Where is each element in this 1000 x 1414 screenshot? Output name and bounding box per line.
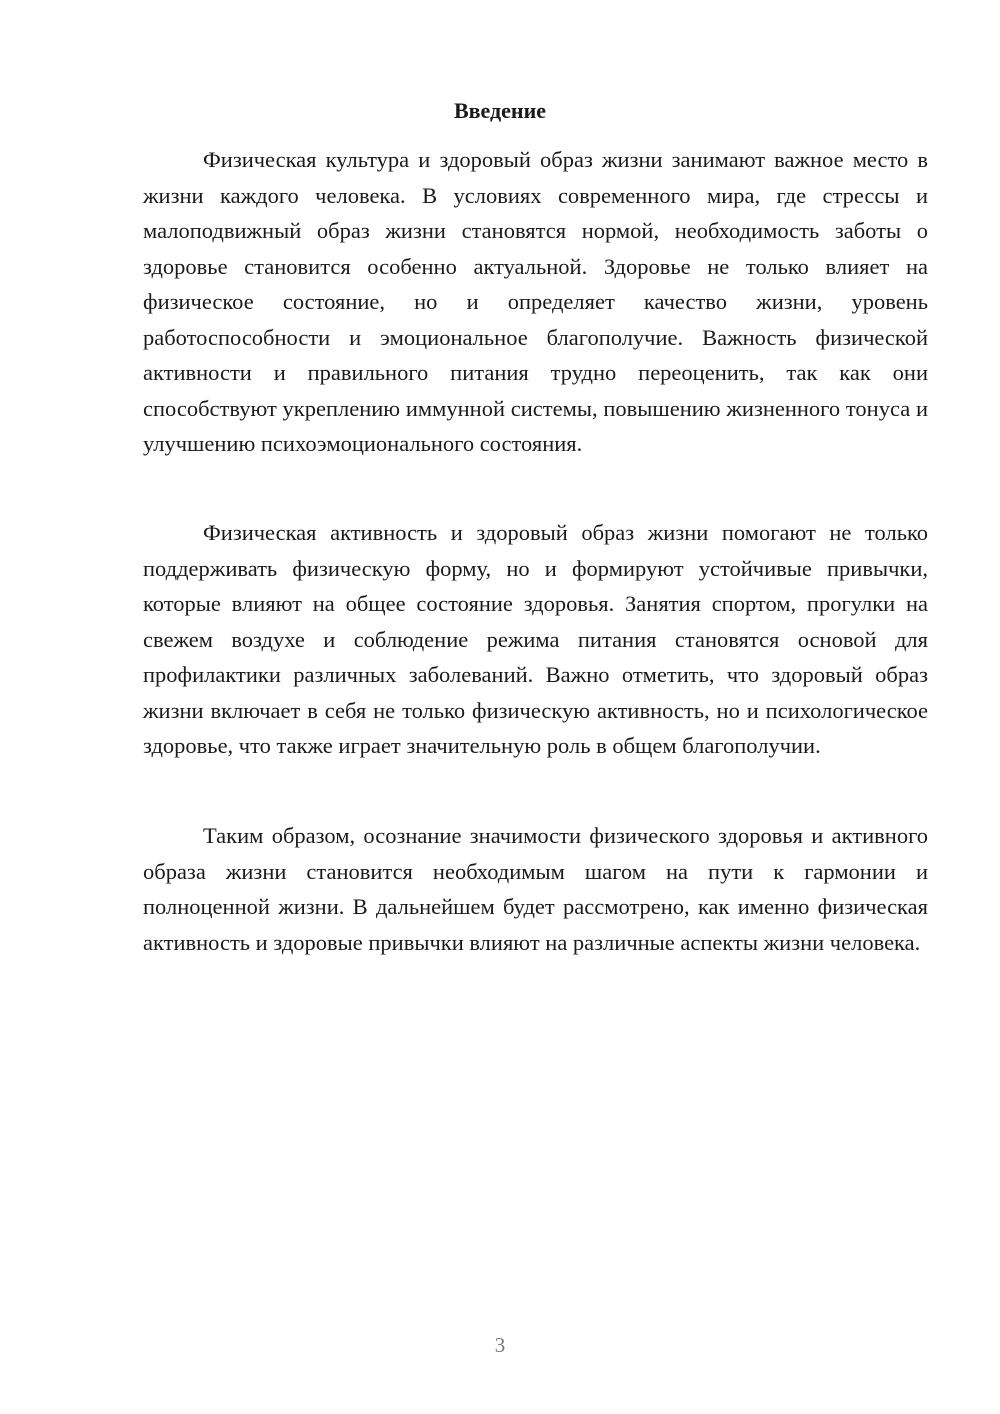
paragraph-2: Физическая активность и здоровый образ жизни помогают не только поддерживать физическую форму, но и формируют устойчивые привычки, которые влияют на общее состояние здоровья. Занятия спортом, прогулки на свежем воздухе и соблюдение режима питания становятся основой для профилактики различных заболеваний. Важно отметить, что здоровый образ жизни включает в себя не только физическую активность, но и психологическое здоровье, что также играет значительную роль в общем благополучии.: [143, 520, 928, 758]
paragraph-3: Таким образом, осознание значимости физического здоровья и активного образа жизни становится необходимым шагом на пути к гармонии и полноценной жизни. В дальнейшем будет рассмотрено, как именно физическая активность и здоровые привычки влияют на различные аспекты жизни человека.: [143, 823, 928, 955]
page-number: 3: [494, 1333, 506, 1357]
paragraph-1: Физическая культура и здоровый образ жизни занимают важное место в жизни каждого человека. В условиях современного мира, где стрессы и малоподвижный образ жизни становятся нормой, необходимость заботы о здоровье становится особенно актуальной. Здоровье не только влияет на физическое состояние, но и определяет качество жизни, уровень работоспособности и эмоциональное благополучие. Важность физической активности и правильного питания трудно переоценить, так как они способствуют укреплению иммунной системы, повышению жизненного тонуса и улучшению психоэмоционального состояния.: [143, 147, 928, 456]
page-title: Введение: [453, 98, 547, 123]
